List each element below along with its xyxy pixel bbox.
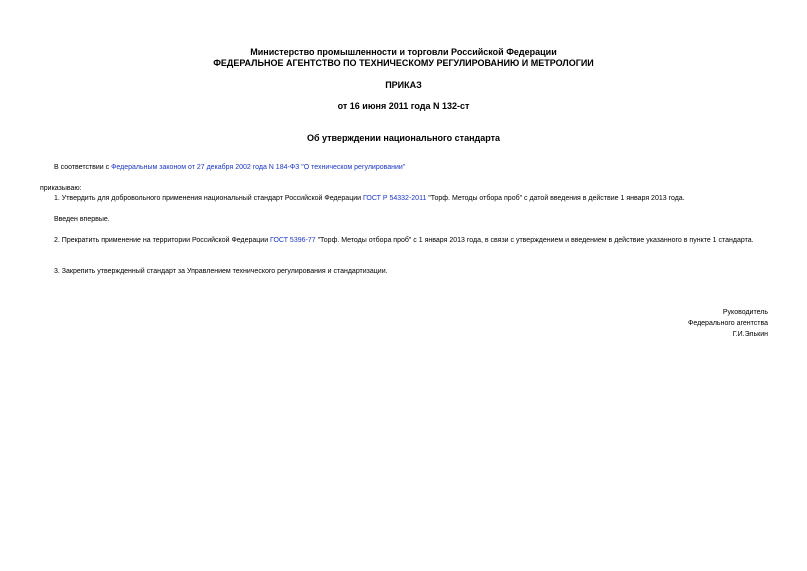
item1-prefix: 1. Утвердить для добровольного применения национальный стандарт Российской Федерации xyxy=(54,195,363,202)
gost-5396-link[interactable]: ГОСТ 5396-77 xyxy=(270,237,316,244)
doc-date-number: от 16 июня 2011 года N 132-ст xyxy=(337,101,470,111)
item1-suffix: "Торф. Методы отбора проб" с датой введения в действие 1 января 2013 года. xyxy=(426,195,685,202)
doc-type: ПРИКАЗ xyxy=(385,80,422,90)
gost-r-54332-link[interactable]: ГОСТ Р 54332-2011 xyxy=(362,195,427,202)
intro-prefix: В соответствии с xyxy=(54,164,112,171)
item-2 xyxy=(40,236,770,246)
item-3: 3. Закрепить утвержденный стандарт за Управлением технического регулирования и стандартизации. xyxy=(54,268,388,275)
introduced-note: Введен впервые. xyxy=(54,216,110,223)
signature-title-1: Руководитель xyxy=(722,309,768,316)
item2-prefix: 2. Прекратить применение на территории Российской Федерации xyxy=(54,237,271,244)
federal-law-link[interactable]: Федеральным законом от 27 декабря 2002 года N 184-ФЗ "О техническом регулировании" xyxy=(111,164,406,171)
order-word: приказываю: xyxy=(40,185,82,192)
agency-title: ФЕДЕРАЛЬНОЕ АГЕНТСТВО ПО ТЕХНИЧЕСКОМУ РЕГУЛИРОВАНИЮ И МЕТРОЛОГИИ xyxy=(213,58,594,68)
item2-suffix: "Торф. Методы отбора проб" с 1 января 2013 года, в связи с утверждением и введением в действие указанного в пункте 1 стандарта. xyxy=(315,237,754,244)
signature-title-2: Федерального агентства xyxy=(688,320,768,327)
item-1 xyxy=(54,194,774,204)
intro-paragraph xyxy=(54,163,774,173)
signature-name: Г.И.Элькин xyxy=(732,331,768,338)
doc-subject: Об утверждении национального стандарта xyxy=(306,133,501,143)
ministry-title: Министерство промышленности и торговли Российской Федерации xyxy=(250,47,557,57)
